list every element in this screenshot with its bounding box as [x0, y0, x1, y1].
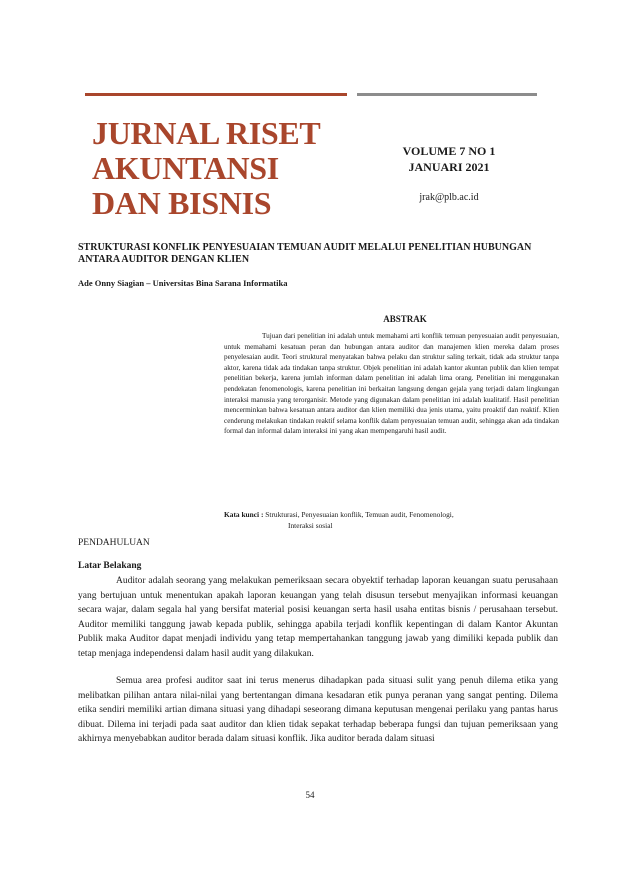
author-line: Ade Onny Siagian – Universitas Bina Sarana Informatika [78, 278, 288, 288]
keywords-label: Kata kunci : [224, 510, 264, 519]
volume-block [360, 143, 538, 175]
keywords-list: Strukturasi, Penyesuaian konflik, Temuan audit, Fenomenologi, [265, 510, 454, 519]
journal-title [92, 116, 320, 221]
body-paragraph: Auditor adalah seorang yang melakukan pemeriksaan secara obyektif terhadap laporan keuangan suatu perusahaan yang bertujuan untuk menentukan apakah laporan keuangan yang telah disusun tersebut menyajikan informasi keuangan secara wajar, dalam segala hal yang bersifat material posisi keuangan serta hasil usaha entitas bisnis / perusahaan tersebut. Auditor memiliki tanggung jawab kepada publik, sehingga apabila terjadi konflik kepentingan di dalam Kantor Akuntan Publik maka Auditor dapat menjadi individu yang tetap mempertahankan tanggung jawab yang dimiliki kepada publik dan tetap menjaga independensi dalam hasil audit yang dilakukan. [78, 576, 558, 659]
subsection-heading: Latar Belakang [78, 561, 142, 571]
header-rule-right [357, 93, 537, 96]
article-title: STRUKTURASI KONFLIK PENYESUAIAN TEMUAN AUDIT MELALUI PENELITIAN HUBUNGAN ANTARA AUDITOR DENGAN KLIEN [78, 242, 532, 265]
abstract-text: Tujuan dari penelitian ini adalah untuk memahami arti konflik temuan penyesuaian audit penyesuaian, untuk memahami kesatuan peran dan hubungan antara auditor dan manajemen klien mereka dalam proses penyelesaian audit. Teori struktural menyatakan bahwa pelaku dan struktur saling terkait, tidak ada struktur tanpa aktor, karena tidak ada tindakan tanpa struktur. Objek penelitian ini adalah kantor akuntan publik dan klien tempat penelitian bekerja, karena jumlah informan dalam penelitian ini adalah lima orang. Penelitian ini menggunakan pendekatan fenomenologis, karena penelitian ini berkaitan langsung dengan gejala yang terjadi dalam lingkungan interaksi manusia yang terorganisir. Metode yang digunakan dalam penelitian ini adalah kualitatif. Hasil penelitian mencerminkan bahwa kesatuan antara auditor dan klien memiliki dua jenis utama, yaitu proaktif dan reaktif. Klien cenderung melakukan tindakan reaktif selama konflik dalam penyesuaian temuan audit, sehingga akan ada tindakan formal dan informal dalam interaksi ini yang akan mempengaruhi hasil audit. [224, 332, 559, 436]
section-heading: PENDAHULUAN [78, 538, 150, 548]
journal-title-line: AKUNTANSI [92, 150, 279, 186]
abstract-heading: ABSTRAK [383, 314, 427, 324]
issue-date: JANUARI 2021 [408, 160, 490, 174]
header-rule-left [85, 93, 347, 96]
body-paragraph: Semua area profesi auditor saat ini terus menerus dihadapkan pada situasi sulit yang penuh dilema etika yang melibatkan pilihan antara nilai-nilai yang bertentangan dimana kesadaran etik punya peranan yang sangat penting. Dilema etika sendiri memiliki artian dimana situasi yang dihadapi seseorang dimana keputusan mengenai perilaku yang pantas harus dibuat. Dilema ini terjadi pada saat auditor dan klien tidak sepakat terhadap beberapa fungsi dan tujuan pemeriksaan yang akhirnya menyebabkan auditor berada dalam situasi konflik. Jika auditor berada dalam situasi [78, 676, 558, 745]
journal-email: jrak@plb.ac.id [419, 192, 479, 203]
journal-title-line: JURNAL RISET [92, 115, 321, 151]
keywords-list-continued: Interaksi sosial [288, 520, 333, 530]
keywords [224, 510, 559, 531]
journal-title-line: DAN BISNIS [92, 185, 272, 221]
page-number: 54 [305, 790, 315, 800]
volume-number: VOLUME 7 NO 1 [402, 144, 496, 158]
